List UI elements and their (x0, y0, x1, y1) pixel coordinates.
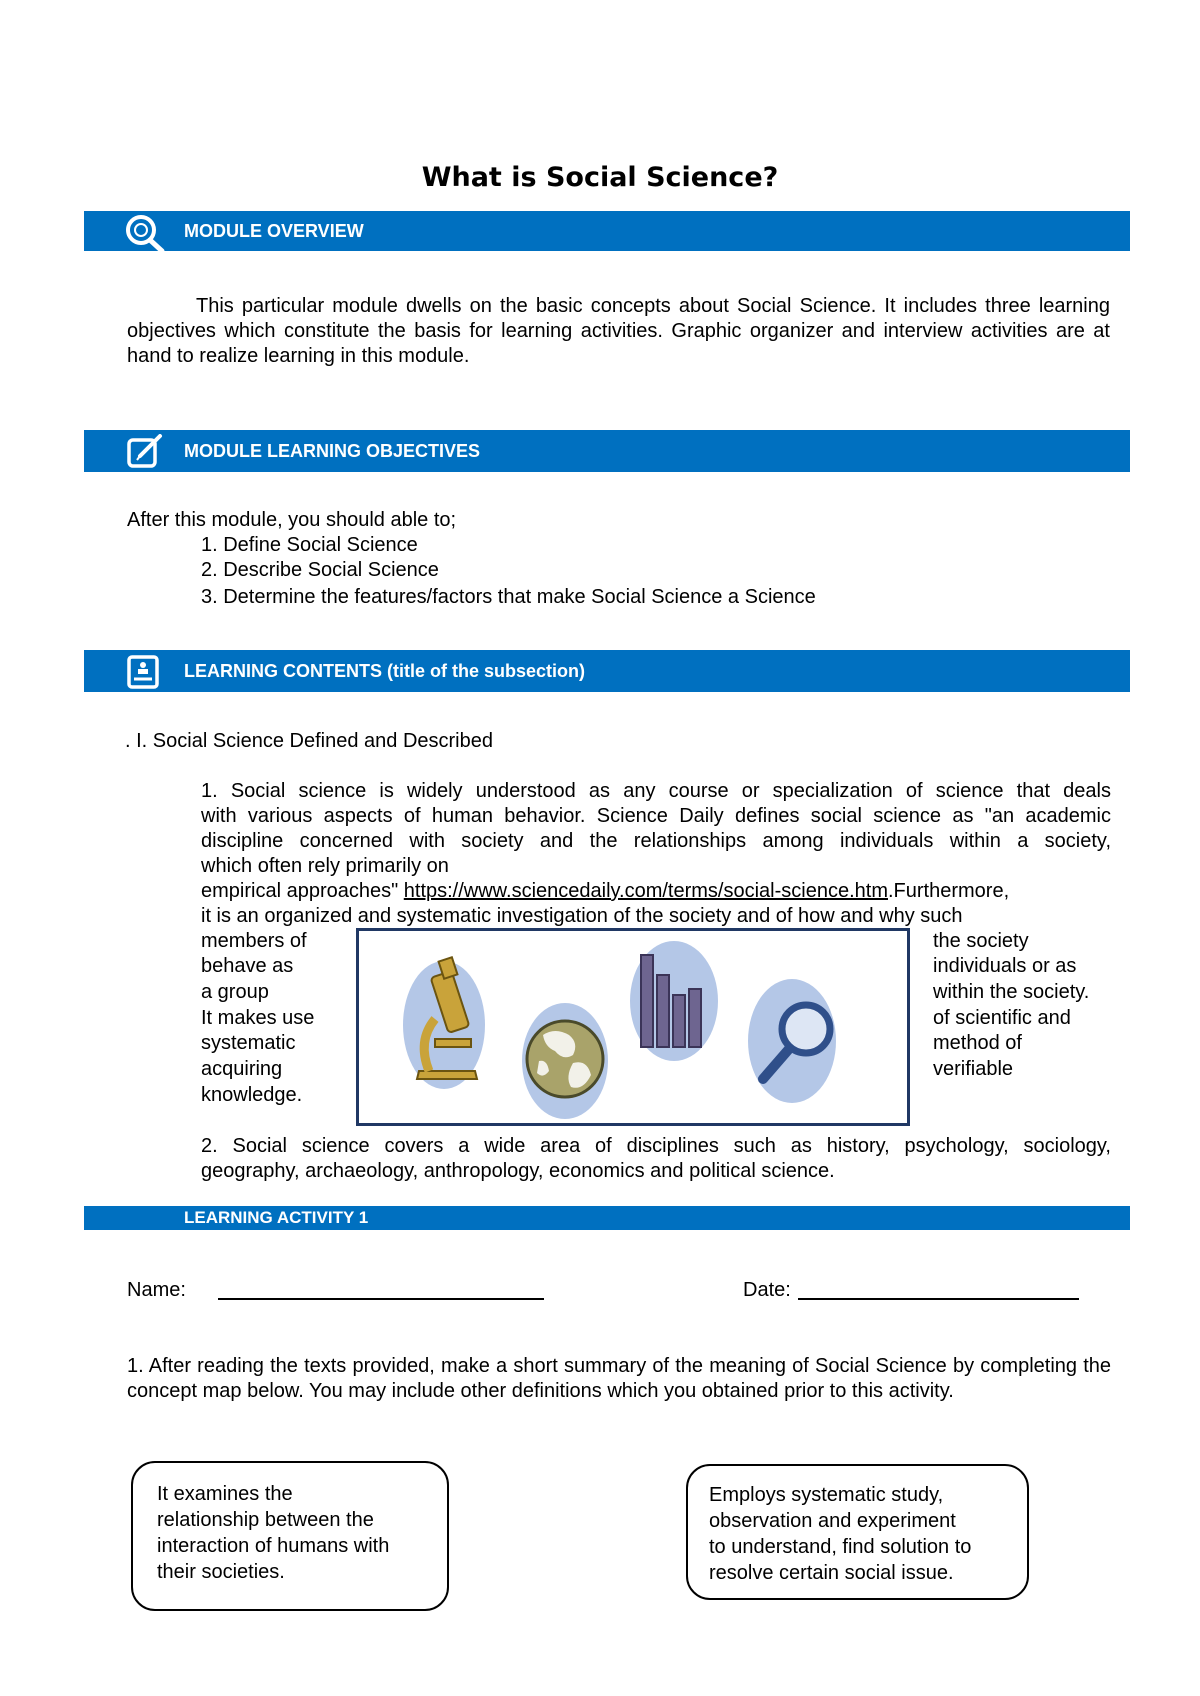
illustration-canvas (359, 931, 907, 1123)
wrap-text-left: members of (201, 930, 307, 952)
activity-instruction: 1. After reading the texts provided, make a short summary of the meaning of Social Science by completing the concept map below. You may include other definitions which you obtained prior to this activity. (127, 1355, 1111, 1402)
content-text: empirical approaches" (201, 880, 404, 902)
microscope-icon (403, 957, 485, 1089)
banner-label: LEARNING ACTIVITY 1 (184, 1208, 369, 1227)
edit-note-icon (126, 434, 166, 470)
objectives-intro: After this module, you should able to; (127, 509, 457, 531)
bar-chart-icon (630, 941, 718, 1061)
wrap-text-right: method of (933, 1032, 1022, 1054)
objective-item: 1. Define Social Science (201, 534, 418, 556)
content-text: .Furthermore, (888, 880, 1010, 902)
date-label: Date: (743, 1279, 791, 1301)
concept-line: resolve certain social issue. (709, 1562, 954, 1584)
wrap-text-left: acquiring (201, 1058, 283, 1080)
globe-icon (522, 1003, 608, 1119)
name-label: Name: (127, 1279, 186, 1301)
content-line: with various aspects of human behavior. Science Daily defines social science as "an academic (201, 805, 1111, 827)
banner-label: LEARNING CONTENTS (title of the subsection) (184, 661, 586, 681)
science-illustration-figure (356, 928, 910, 1126)
content-line-with-link (201, 879, 1111, 904)
content-line: 2. Social science covers a wide area of disciplines such as history, psychology, sociology, (201, 1135, 1111, 1157)
name-field[interactable] (218, 1298, 544, 1300)
module-overview-banner (84, 211, 1130, 251)
wrap-text-left: a group (201, 981, 269, 1003)
learning-activity-banner (84, 1206, 1130, 1230)
content-line: it is an organized and systematic investigation of the society and of how and why such (201, 905, 963, 927)
wrap-text-left: It makes use (201, 1007, 315, 1029)
objective-item: 2. Describe Social Science (201, 559, 439, 581)
magnifier-illustration-icon (748, 979, 836, 1103)
banner-label: MODULE LEARNING OBJECTIVES (184, 441, 481, 461)
wrap-text-right: verifiable (933, 1058, 1014, 1080)
objective-item: 3. Determine the features/factors that make Social Science a Science (201, 586, 816, 608)
magnifier-icon (124, 213, 168, 253)
concept-line: It examines the (157, 1483, 293, 1505)
concept-line: interaction of humans with (157, 1535, 390, 1557)
content-line: 1. Social science is widely understood as any course or specialization of science that deals (201, 780, 1111, 802)
concept-line: observation and experiment (709, 1510, 956, 1532)
module-objectives-banner (84, 430, 1130, 472)
wrap-text-left: systematic (201, 1032, 296, 1054)
concept-line: Employs systematic study, (709, 1484, 944, 1506)
overview-text: This particular module dwells on the basic concepts about Social Science. It includes three learning objectives which constitute the basis for learning activities. Graphic organizer and interview activities are at hand to realize learning in this module. (127, 295, 1110, 367)
concept-line: relationship between the (157, 1509, 374, 1531)
wrap-text-right: individuals or as (933, 955, 1077, 977)
concept-box-left[interactable] (131, 1461, 449, 1611)
document-icon (126, 654, 162, 690)
wrap-text-left: knowledge. (201, 1084, 303, 1106)
concept-line: their societies. (157, 1561, 285, 1583)
learning-contents-banner (84, 650, 1130, 692)
concept-line: to understand, find solution to (709, 1536, 972, 1558)
sciencedaily-link[interactable]: https://www.sciencedaily.com/terms/social-science.htm (403, 880, 888, 902)
page-title: What is Social Science? (421, 162, 779, 193)
date-field[interactable] (798, 1298, 1079, 1300)
content-line: geography, archaeology, anthropology, economics and political science. (201, 1160, 835, 1182)
section-subheading: . I. Social Science Defined and Described (125, 730, 493, 752)
wrap-text-left: behave as (201, 955, 294, 977)
wrap-text-right: within the society. (933, 981, 1090, 1003)
content-line: which often rely primarily on (201, 855, 449, 877)
wrap-text-right: of scientific and (933, 1007, 1071, 1029)
wrap-text-right: the society (933, 930, 1029, 952)
concept-box-right[interactable] (686, 1464, 1029, 1600)
banner-label: MODULE OVERVIEW (184, 221, 364, 241)
content-line: discipline concerned with society and the relationships among individuals within a society, (201, 830, 1111, 852)
